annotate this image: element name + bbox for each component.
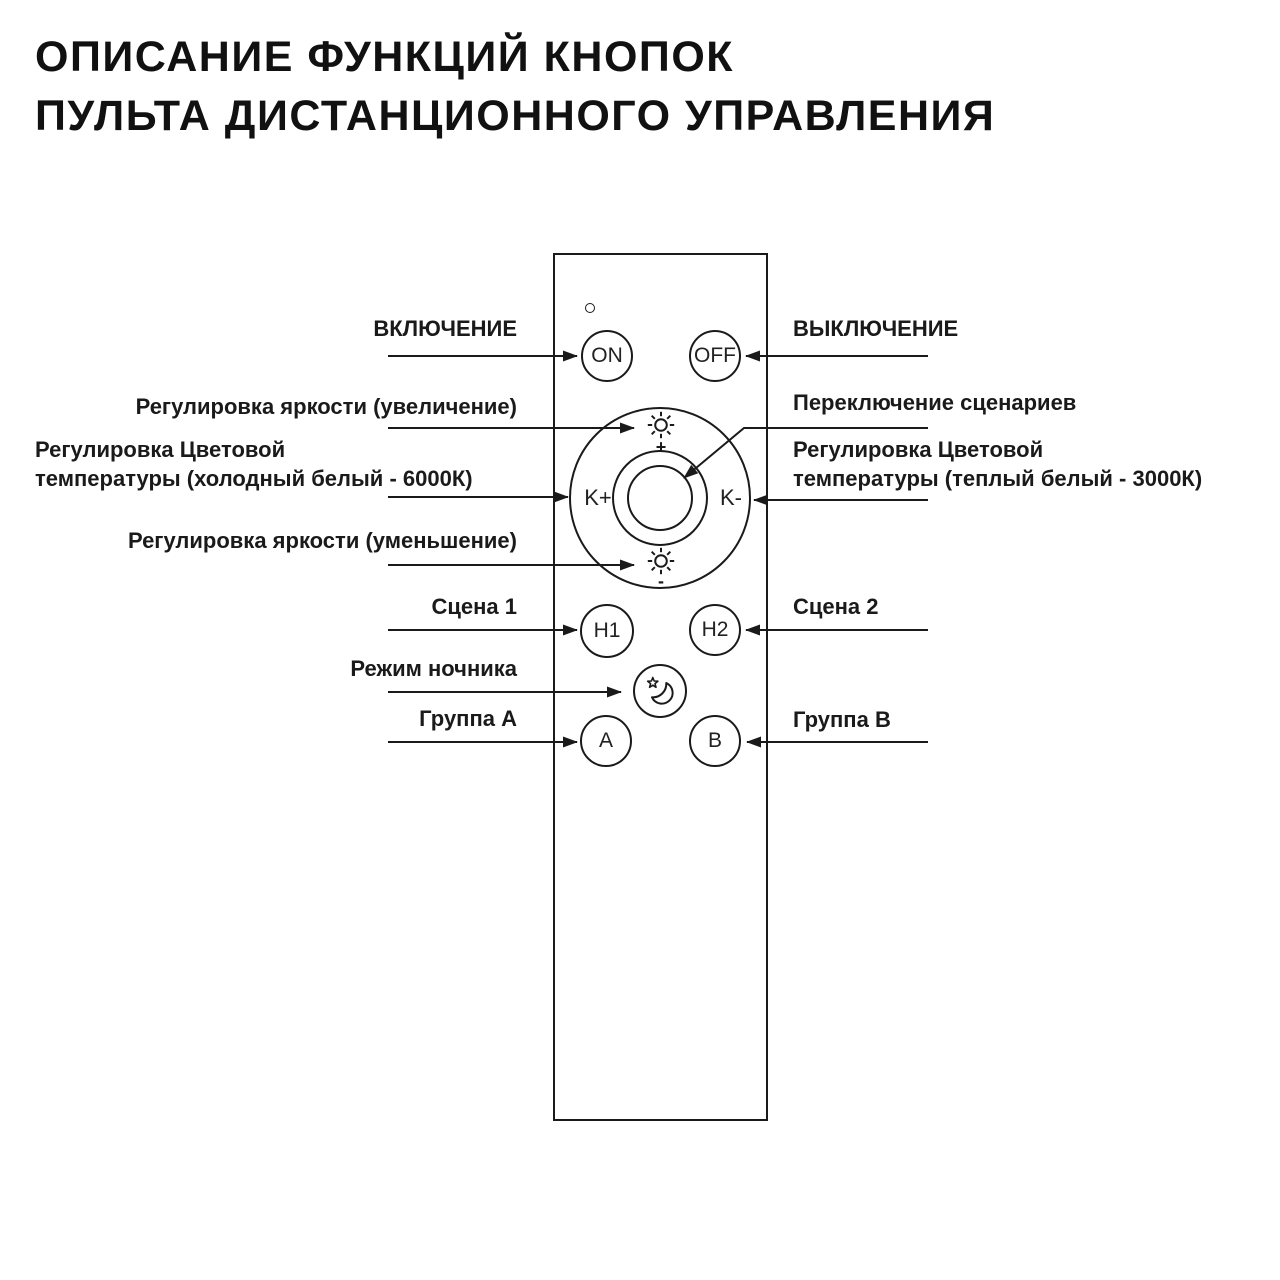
group-b-button <box>689 715 741 767</box>
label-power-on: ВКЛЮЧЕНИЕ <box>373 316 517 341</box>
label-color-temp-warm-line1: Регулировка Цветовой <box>793 437 1044 462</box>
night-mode-button <box>633 664 687 718</box>
label-color-temp-cold-line1: Регулировка Цветовой <box>35 437 286 462</box>
brightness-increase-sun-icon <box>646 410 676 440</box>
star-icon <box>648 678 658 688</box>
group-b-button-label: B <box>707 729 722 752</box>
label-color-temp-warm-line2: температуры (теплый белый - 3000К) <box>793 466 1203 491</box>
label-group-a: Группа А <box>419 706 517 731</box>
off-button <box>689 330 741 382</box>
off-button-label: OFF <box>694 344 736 367</box>
h2-button-label: H2 <box>701 618 729 641</box>
on-button <box>581 330 633 382</box>
h2-button <box>689 604 741 656</box>
page-title-line1: ОПИСАНИЕ ФУНКЦИЙ КНОПОК <box>35 33 735 81</box>
k-minus-label: K- <box>720 485 742 510</box>
moon-and-star-icon <box>642 673 678 709</box>
label-color-temp-cold-line2: температуры (холодный белый - 6000К) <box>35 466 473 491</box>
led-indicator <box>585 303 595 313</box>
label-power-off: ВЫКЛЮЧЕНИЕ <box>793 316 959 341</box>
label-brightness-down: Регулировка яркости (уменьшение) <box>127 528 517 553</box>
label-night-mode: Режим ночника <box>350 656 517 681</box>
label-color-temp-cold <box>35 435 473 493</box>
label-scene-2: Сцена 2 <box>793 594 879 619</box>
brightness-plus-mark: + <box>655 437 667 457</box>
group-a-button-label: A <box>598 729 613 752</box>
group-a-button <box>580 715 632 767</box>
k-plus-label: K+ <box>584 485 612 510</box>
label-group-b: Группа В <box>793 707 891 732</box>
on-button-label: ON <box>591 344 623 367</box>
h1-button-label: H1 <box>593 619 621 642</box>
label-color-temp-warm <box>793 435 1202 493</box>
label-brightness-up: Регулировка яркости (увеличение) <box>135 394 517 419</box>
page-title <box>35 28 995 146</box>
page-title-line2: ПУЛЬТА ДИСТАНЦИОННОГО УПРАВЛЕНИЯ <box>35 92 996 140</box>
label-scene-1: Сцена 1 <box>431 594 517 619</box>
h1-button <box>580 604 634 658</box>
brightness-minus-mark: - <box>658 571 664 591</box>
label-scenario-switch: Переключение сценариев <box>793 390 1077 415</box>
dial-center-button <box>627 465 693 531</box>
